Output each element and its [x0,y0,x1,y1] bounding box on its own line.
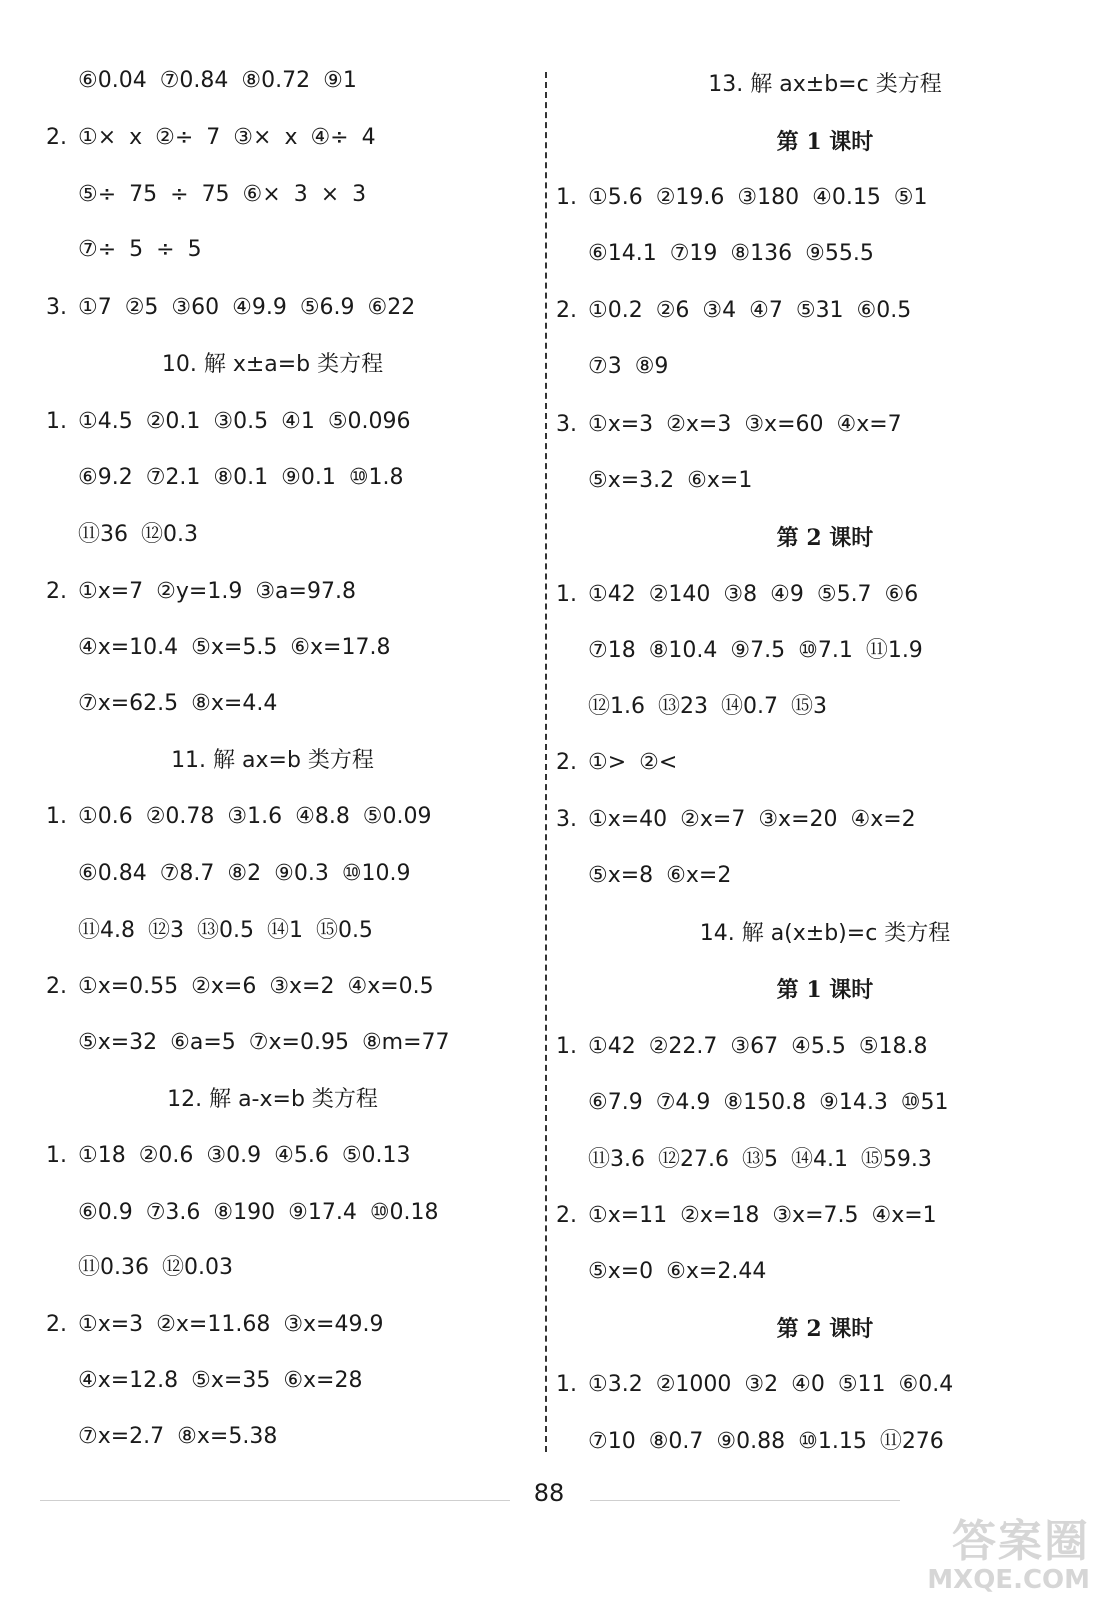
answer-line: ⑦÷ 5 ÷ 5 [78,237,202,262]
answer-line: ①4.5 ②0.1 ③0.5 ④1 ⑤0.096 [78,409,411,434]
page-number: 88 [533,1479,565,1507]
question-number: 3. [556,807,577,832]
section-heading: 11. 解 ax=b 类方程 [171,748,374,773]
answer-line: ⑤x=8 ⑥x=2 [588,863,732,888]
question-number: 2. [556,1203,577,1228]
question-number: 1. [556,582,577,607]
answer-line: ①18 ②0.6 ③0.9 ④5.6 ⑤0.13 [78,1143,411,1168]
answer-line: ①x=3 ②x=11.68 ③x=49.9 [78,1312,384,1337]
question-number: 1. [556,1034,577,1059]
answer-line: ⑦x=62.5 ⑧x=4.4 [78,691,278,716]
answer-line: ①x=0.55 ②x=6 ③x=2 ④x=0.5 [78,974,434,999]
watermark-bottom: MXQE.COM [927,1565,1090,1595]
lesson-heading: 第 1 课时 [776,977,874,1003]
watermark-top: 答案圈 [952,1516,1090,1567]
answer-line: ⑦x=2.7 ⑧x=5.38 [78,1424,278,1449]
answer-line: ①42 ②140 ③8 ④9 ⑤5.7 ⑥6 [588,582,919,607]
question-number: 2. [46,125,67,150]
answer-line: ①7 ②5 ③60 ④9.9 ⑤6.9 ⑥22 [78,295,416,320]
answer-line: ⑦3 ⑧9 [588,354,669,379]
answer-line: ⑥7.9 ⑦4.9 ⑧150.8 ⑨14.3 ⑩51 [588,1090,949,1115]
question-number: 2. [46,974,67,999]
question-number: 1. [556,185,577,210]
answer-line: ⑪4.8 ⑫3 ⑬0.5 ⑭1 ⑮0.5 [78,918,373,943]
question-number: 2. [556,298,577,323]
answer-line: ⑤x=3.2 ⑥x=1 [588,468,753,493]
footer-rule-left [40,1500,510,1501]
question-number: 1. [46,409,67,434]
answer-line: ⑥0.84 ⑦8.7 ⑧2 ⑨0.3 ⑩10.9 [78,861,411,886]
answer-line: ⑥0.04 ⑦0.84 ⑧0.72 ⑨1 [78,68,357,93]
question-number: 3. [556,412,577,437]
answer-line: ⑤÷ 75 ÷ 75 ⑥× 3 × 3 [78,182,367,207]
watermark-logo [927,1518,1090,1594]
answer-line: ④x=12.8 ⑤x=35 ⑥x=28 [78,1368,363,1393]
answer-line: ①3.2 ②1000 ③2 ④0 ⑤11 ⑥0.4 [588,1372,954,1397]
section-heading: 14. 解 a(x±b)=c 类方程 [699,921,951,946]
answer-line: ⑦18 ⑧10.4 ⑨7.5 ⑩7.1 ⑪1.9 [588,638,923,663]
lesson-heading: 第 1 课时 [776,129,874,155]
answer-line: ⑥9.2 ⑦2.1 ⑧0.1 ⑨0.1 ⑩1.8 [78,465,404,490]
answer-line: ⑫1.6 ⑬23 ⑭0.7 ⑮3 [588,694,827,719]
footer-rule-right [590,1500,900,1501]
answer-line: ④x=10.4 ⑤x=5.5 ⑥x=17.8 [78,635,391,660]
section-heading: 13. 解 ax±b=c 类方程 [708,72,942,97]
question-number: 1. [46,804,67,829]
answer-line: ①0.2 ②6 ③4 ④7 ⑤31 ⑥0.5 [588,298,912,323]
question-number: 1. [556,1372,577,1397]
lesson-heading: 第 2 课时 [776,525,874,551]
question-number: 1. [46,1143,67,1168]
answer-line: ①0.6 ②0.78 ③1.6 ④8.8 ⑤0.09 [78,804,432,829]
answer-line: ⑪36 ⑫0.3 [78,522,198,547]
answer-line: ⑥0.9 ⑦3.6 ⑧190 ⑨17.4 ⑩0.18 [78,1200,439,1225]
answer-line: ①x=40 ②x=7 ③x=20 ④x=2 [588,807,916,832]
answer-line: ⑤x=0 ⑥x=2.44 [588,1259,767,1284]
answer-line: ①> ②< [588,750,678,775]
answer-line: ①42 ②22.7 ③67 ④5.5 ⑤18.8 [588,1034,928,1059]
answer-line: ①x=11 ②x=18 ③x=7.5 ④x=1 [588,1203,937,1228]
question-number: 2. [556,750,577,775]
lesson-heading: 第 2 课时 [776,1316,874,1342]
section-heading: 10. 解 x±a=b 类方程 [161,352,384,377]
answer-line: ⑪0.36 ⑫0.03 [78,1255,233,1280]
answer-line: ⑪3.6 ⑫27.6 ⑬5 ⑭4.1 ⑮59.3 [588,1147,932,1172]
answer-line: ⑥14.1 ⑦19 ⑧136 ⑨55.5 [588,241,874,266]
section-heading: 12. 解 a-x=b 类方程 [167,1087,378,1112]
answer-line: ①x=3 ②x=3 ③x=60 ④x=7 [588,412,902,437]
answer-line: ①5.6 ②19.6 ③180 ④0.15 ⑤1 [588,185,928,210]
answer-line: ①× x ②÷ 7 ③× x ④÷ 4 [78,125,376,150]
answer-line: ⑤x=32 ⑥a=5 ⑦x=0.95 ⑧m=77 [78,1030,450,1055]
answer-line: ①x=7 ②y=1.9 ③a=97.8 [78,579,356,604]
column-separator [545,72,547,1452]
question-number: 3. [46,295,67,320]
answer-line: ⑦10 ⑧0.7 ⑨0.88 ⑩1.15 ⑪276 [588,1429,944,1454]
question-number: 2. [46,1312,67,1337]
question-number: 2. [46,579,67,604]
